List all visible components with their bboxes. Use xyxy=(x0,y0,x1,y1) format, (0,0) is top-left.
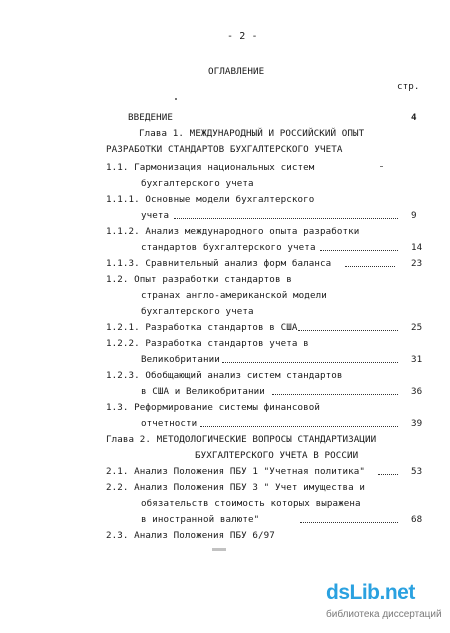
toc-2-2: 2.2. Анализ Положения ПБУ 3 " Учет имущества и xyxy=(106,482,366,493)
toc-chapter-2: Глава 2. МЕТОДОЛОГИЧЕСКИЕ ВОПРОСЫ СТАНДАРТИЗАЦИИ xyxy=(106,434,377,445)
toc-chapter-2-cont: БУХГАЛТЕРСКОГО УЧЕТА В РОССИИ xyxy=(195,450,359,461)
toc-1-1-2-page: 14 xyxy=(411,242,423,253)
page-number: - 2 - xyxy=(227,31,258,42)
toc-1-2-cont: странах англо-американской модели xyxy=(141,290,327,301)
toc-1-2-2-page: 31 xyxy=(411,354,423,365)
toc-2-1-page: 53 xyxy=(411,466,423,477)
toc-1-1-3: 1.1.3. Сравнительный анализ форм баланса xyxy=(106,258,332,269)
watermark-subtitle: библиотека диссертаций xyxy=(326,609,442,620)
dot-leader xyxy=(222,362,398,363)
dot-leader xyxy=(200,426,398,427)
toc-heading: ОГЛАВЛЕНИЕ xyxy=(208,66,265,77)
toc-1-2-cont2: бухгалтерского учета xyxy=(141,306,254,317)
scan-speck xyxy=(212,548,226,551)
toc-1-1-1-cont: учета xyxy=(141,210,170,221)
toc-1-2-1-page: 25 xyxy=(411,322,423,333)
toc-1-2-2: 1.2.2. Разработка стандартов учета в xyxy=(106,338,309,349)
toc-1-3-page: 39 xyxy=(411,418,423,429)
dot-leader xyxy=(378,474,398,475)
toc-intro: ВВЕДЕНИЕ xyxy=(128,112,174,123)
toc-2-3: 2.3. Анализ Положения ПБУ 6/97 xyxy=(106,530,275,541)
toc-1-2-3-page: 36 xyxy=(411,386,423,397)
dot-leader xyxy=(300,522,398,523)
toc-1-1-1: 1.1.1. Основные модели бухгалтерского xyxy=(106,194,315,205)
dot-leader xyxy=(174,218,398,219)
toc-chapter-1: Глава 1. МЕЖДУНАРОДНЫЙ И РОССИЙСКИЙ ОПЫТ xyxy=(139,128,365,139)
page-column-label: стр. xyxy=(397,81,420,92)
scan-speck xyxy=(175,98,177,100)
dot-leader xyxy=(272,394,398,395)
dot-leader xyxy=(320,250,398,251)
toc-1-1-2-cont: стандартов бухгалтерского учета xyxy=(141,242,316,253)
toc-intro-page: 4 xyxy=(411,112,417,123)
dot-leader xyxy=(345,266,395,267)
toc-1-2-3: 1.2.3. Обобщающий анализ систем стандартов xyxy=(106,370,343,381)
dot-leader xyxy=(298,330,398,331)
toc-1-1-1-page: 9 xyxy=(411,210,417,221)
scan-speck xyxy=(380,166,383,167)
watermark-logo xyxy=(326,581,442,625)
toc-1-3-cont: отчетности xyxy=(141,418,198,429)
toc-1-3: 1.3. Реформирование системы финансовой xyxy=(106,402,320,413)
toc-1-2-2-cont: Великобритании xyxy=(141,354,220,365)
toc-2-2-cont: обязательств стоимость которых выражена xyxy=(141,498,361,509)
toc-1-1: 1.1. Гармонизация национальных систем xyxy=(106,162,315,173)
toc-2-2-cont2: в иностранной валюте" xyxy=(141,514,260,525)
toc-1-2-1: 1.2.1. Разработка стандартов в США xyxy=(106,322,298,333)
toc-1-1-cont: бухгалтерского учета xyxy=(141,178,254,189)
toc-chapter-1-cont: РАЗРАБОТКИ СТАНДАРТОВ БУХГАЛТЕРСКОГО УЧЕТА xyxy=(106,144,343,155)
toc-1-2: 1.2. Опыт разработки стандартов в xyxy=(106,274,292,285)
toc-1-1-2: 1.1.2. Анализ международного опыта разработки xyxy=(106,226,360,237)
toc-1-2-3-cont: в США и Великобритании xyxy=(141,386,265,397)
toc-2-2-page: 68 xyxy=(411,514,423,525)
toc-1-1-3-page: 23 xyxy=(411,258,423,269)
watermark-brand: dsLib.net xyxy=(326,581,415,604)
toc-2-1: 2.1. Анализ Положения ПБУ 1 "Учетная политика" xyxy=(106,466,366,477)
